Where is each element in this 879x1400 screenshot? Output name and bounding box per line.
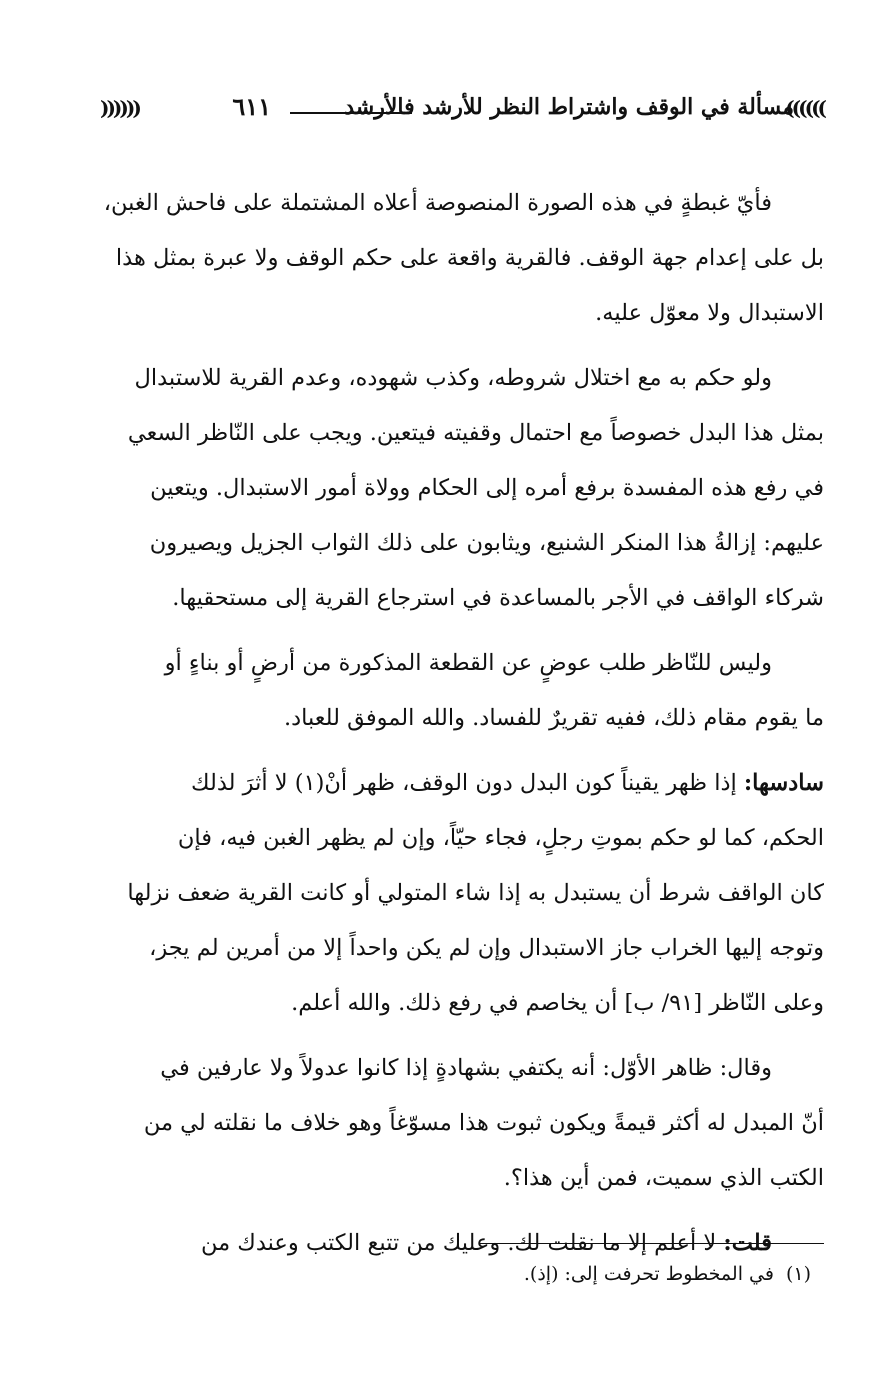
text-line-content: لا أعلم إلا ما نقلت لك. وعليك من تتبع الكتب وعندك من [200, 1230, 717, 1256]
text-line: ما يقوم مقام ذلك، ففيه تقريرٌ للفساد. والله الموفق للعباد. [283, 705, 824, 731]
text-line: في رفع هذه المفسدة برفع أمره إلى الحكام وولاة أمور الاستبدال. ويتعين [150, 475, 824, 501]
text-line: كان الواقف شرط أن يستبدل به إذا شاء المتولي أو كانت القرية ضعف نزلها [127, 880, 824, 906]
text-line: وعلى النّاظر [٩١/ ب] أن يخاصم في رفع ذلك. والله أعلم. [291, 990, 824, 1016]
text-line-content: إذا ظهر يقيناً كون البدل دون الوقف، ظهر أنْ(١) لا أثرَ لذلك [191, 770, 737, 796]
paragraph [100, 1041, 824, 1206]
text-line: عليهم: إزالةُ هذا المنكر الشنيع، ويثابون على ذلك الثواب الجزيل ويصيرون [149, 530, 824, 556]
text-line: ولو حكم به مع اختلال شروطه، وكذب شهوده، وعدم القرية للاستبدال [134, 365, 772, 391]
header-ornament-left: )))))) [100, 96, 139, 120]
header-ornament-right: (((((( [785, 96, 824, 120]
footnote-rule [479, 1243, 824, 1244]
text-line [100, 756, 824, 811]
paragraph [100, 176, 824, 341]
body-text [100, 176, 824, 1281]
paragraph-lead-word: سادسها: [743, 770, 824, 796]
text-line: فأيّ غبطةٍ في هذه الصورة المنصوصة أعلاه المشتملة على فاحش الغبن، [103, 190, 772, 216]
text-line: بمثل هذا البدل خصوصاً مع احتمال وقفيته فيتعين. ويجب على النّاظر السعي [127, 420, 824, 446]
footnote-marker: (١) [785, 1263, 811, 1285]
text-line: وتوجه إليها الخراب جاز الاستبدال وإن لم يكن واحداً إلا من أمرين لم يجز، [149, 935, 824, 961]
paragraph [100, 636, 824, 746]
text-line: شركاء الواقف في الأجر بالمساعدة في استرجاع القرية إلى مستحقيها. [172, 585, 824, 611]
footnote [524, 1263, 811, 1285]
text-line: وقال: ظاهر الأوّل: أنه يكتفي بشهادةٍ إذا كانوا عدولاً ولا عارفين في [160, 1055, 772, 1081]
text-line: وليس للنّاظر طلب عوضٍ عن القطعة المذكورة من أرضٍ أو بناءٍ أو [164, 650, 772, 676]
header-rule [290, 112, 412, 114]
footnote-text: في المخطوط تحرفت إلى: (إذ). [523, 1263, 774, 1285]
text-line: الاستبدال ولا معوّل عليه. [595, 300, 824, 326]
text-line: بل على إعدام جهة الوقف. فالقرية واقعة على حكم الوقف ولا عبرة بمثل هذا [115, 245, 824, 271]
paragraph-lead-word: قلت: [723, 1230, 772, 1256]
text-line: الحكم، كما لو حكم بموتِ رجلٍ، فجاء حيّاً، وإن لم يظهر الغبن فيه، فإن [177, 825, 824, 851]
paragraph [100, 756, 824, 1031]
text-line: أنّ المبدل له أكثر قيمةً ويكون ثبوت هذا مسوّغاً وهو خلاف ما نقلته لي من [143, 1110, 824, 1136]
paragraph [100, 351, 824, 626]
page-number: ٦١١ [232, 92, 271, 121]
chapter-title: مسألة في الوقف واشتراط النظر للأرشد فالأرشد [344, 94, 794, 120]
text-line: الكتب الذي سميت، فمن أين هذا؟. [503, 1165, 824, 1191]
running-header [100, 90, 824, 132]
